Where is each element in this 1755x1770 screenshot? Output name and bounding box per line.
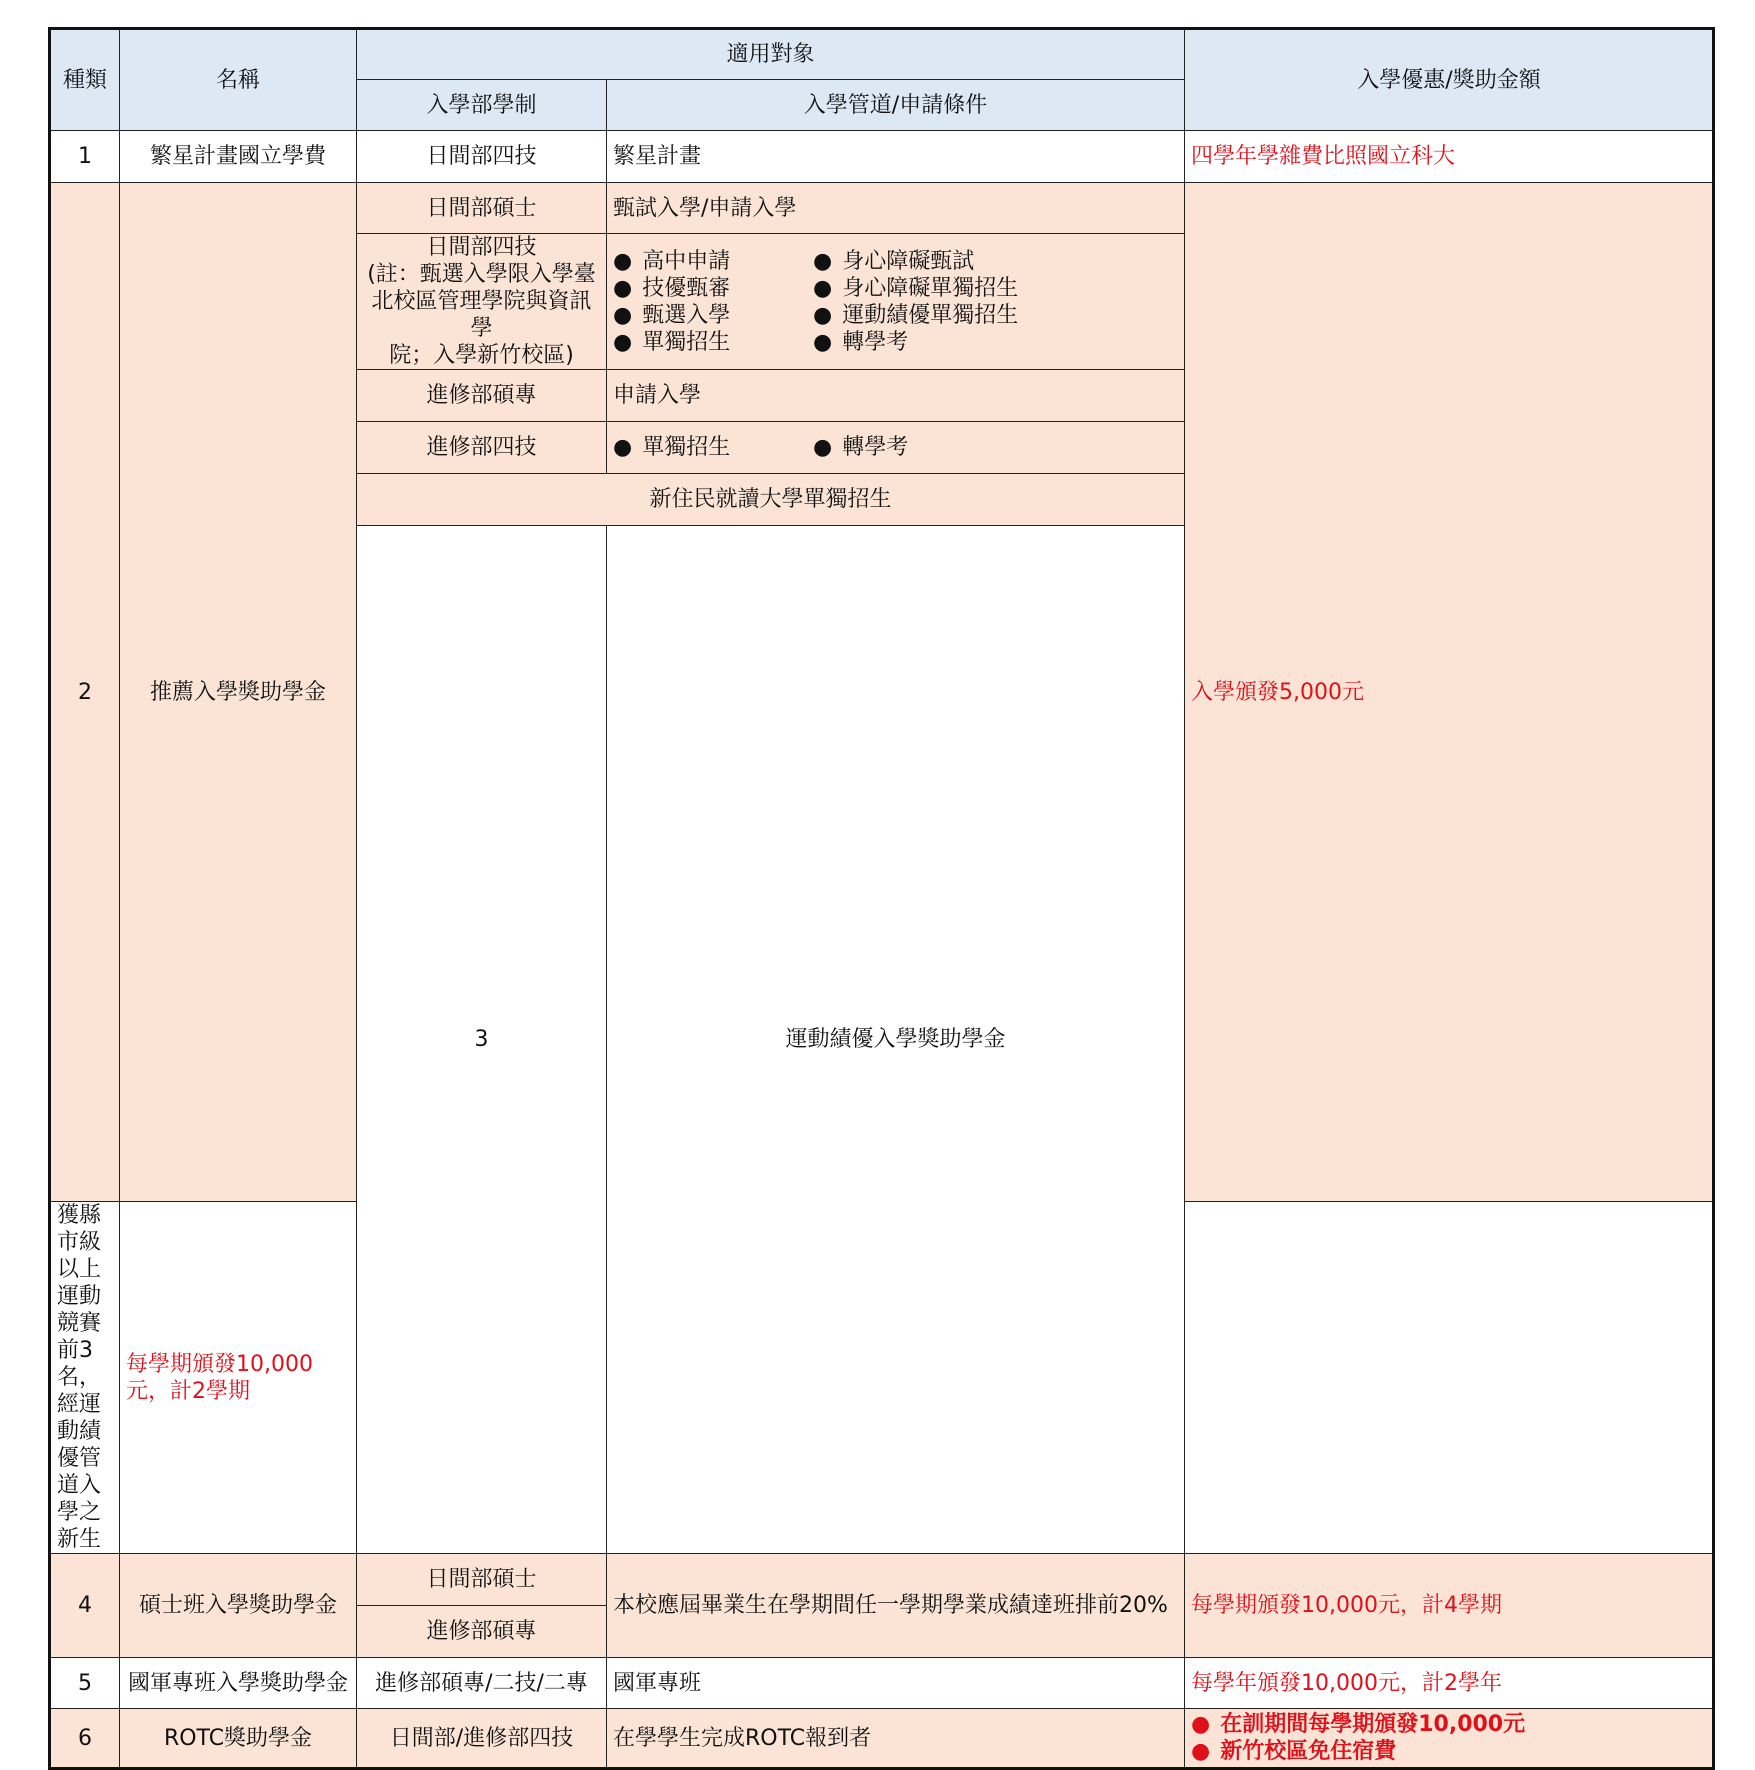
scholarship-name: 繁星計畫國立學費 [120,131,357,183]
amount-cell [1185,1709,1714,1769]
list-item: ● 單獨招生 [613,329,731,355]
bullet-icon: ● [1191,1739,1211,1764]
system-cell: 進修部碩專 [357,370,607,422]
table-row [50,131,1714,183]
row-number: 2 [50,183,120,1202]
channel-cell: 本校應屆畢業生在學期間任一學期學業成績達班排前20% [607,1554,1185,1658]
bullet-icon: ● [613,329,633,355]
system-line: 北校區管理學院與資訊學 [371,289,592,341]
row-number: 4 [50,1554,120,1658]
amount-cell: 每學期頒發10,000元，計4學期 [1185,1554,1714,1658]
amount-cell: 入學頒發5,000元 [1185,183,1714,1202]
bullet-icon: ● [613,435,633,460]
list-item: ● 轉學考 [813,329,909,355]
list-item: ● 在訓期間每學期頒發10,000元 [1191,1712,1526,1737]
bullet-icon: ● [1191,1712,1211,1737]
scholarship-name: ROTC獎助學金 [120,1709,357,1769]
system-cell: 日間部碩士 [357,1554,607,1606]
amount-cell: 每學年頒發10,000元，計2學年 [1185,1658,1714,1709]
table-row [50,1554,1714,1606]
table-row [50,1658,1714,1709]
channel-cell: 在學學生完成ROTC報到者 [607,1709,1185,1769]
channel-cell: 獲縣市級以上運動競賽前3名，經運動績優管道入學之新生 [50,1202,120,1554]
channel-cell: 國軍專班 [607,1658,1185,1709]
amount-cell: 每學期頒發10,000元，計2學期 [120,1202,357,1554]
row-number: 5 [50,1658,120,1709]
header-system: 入學部學制 [357,80,607,131]
list-item: ● 轉學考 [813,435,909,460]
system-line: (註：甄選入學限入學臺 [367,262,596,287]
system-line: 院；入學新竹校區) [389,343,574,368]
header-amount: 入學優惠/獎助金額 [1185,29,1714,131]
bullet-icon: ● [613,248,633,274]
row-number: 3 [357,526,607,1554]
amount-cell: 四學年學雜費比照國立科大 [1185,131,1714,183]
channel-cell: 甄試入學/申請入學 [607,183,1185,234]
channel-cell: 繁星計畫 [607,131,1185,183]
header-channel: 入學管道/申請條件 [607,80,1185,131]
row-number: 6 [50,1709,120,1769]
list-item: ● 身心障礙單獨招生 [813,275,1019,301]
row-number: 1 [50,131,120,183]
table-row [50,183,1714,234]
list-item: ● 單獨招生 [613,435,731,460]
list-item: ● 身心障礙甄試 [813,248,975,274]
channel-cell: 申請入學 [607,370,1185,422]
system-cell: 進修部四技 [357,422,607,474]
bullet-icon: ● [813,302,833,328]
list-item: ● 新竹校區免住宿費 [1191,1739,1397,1764]
list-item: ● 高中申請 [613,248,731,274]
table-row [50,1709,1714,1769]
system-line: 日間部四技 [426,235,537,260]
system-cell: 日間部四技 [357,131,607,183]
scholarship-name: 運動績優入學獎助學金 [607,526,1185,1554]
scholarship-name: 推薦入學獎助學金 [120,183,357,1202]
bullet-icon: ● [813,275,833,301]
header-target: 適用對象 [357,29,1185,80]
scholarship-name: 國軍專班入學獎助學金 [120,1658,357,1709]
list-item: ● 運動績優單獨招生 [813,302,1019,328]
bullet-icon: ● [813,329,833,355]
scholarship-table [48,27,1715,1770]
channel-bullet-cell [607,234,1185,370]
list-item: ● 技優甄審 [613,275,731,301]
header-name: 名稱 [120,29,357,131]
bullet-icon: ● [813,248,833,274]
scholarship-name: 碩士班入學獎助學金 [120,1554,357,1658]
bullet-icon: ● [613,302,633,328]
system-cell-with-note [357,234,607,370]
system-cell: 日間部/進修部四技 [357,1709,607,1769]
system-cell: 日間部碩士 [357,183,607,234]
list-item: ● 甄選入學 [613,302,731,328]
header-type: 種類 [50,29,120,131]
system-cell: 進修部碩專/二技/二專 [357,1658,607,1709]
bullet-icon: ● [613,275,633,301]
bullet-icon: ● [813,435,833,460]
channel-bullet-cell [607,422,1185,474]
merged-channel-cell: 新住民就讀大學單獨招生 [357,474,1185,526]
system-cell: 進修部碩專 [357,1606,607,1658]
